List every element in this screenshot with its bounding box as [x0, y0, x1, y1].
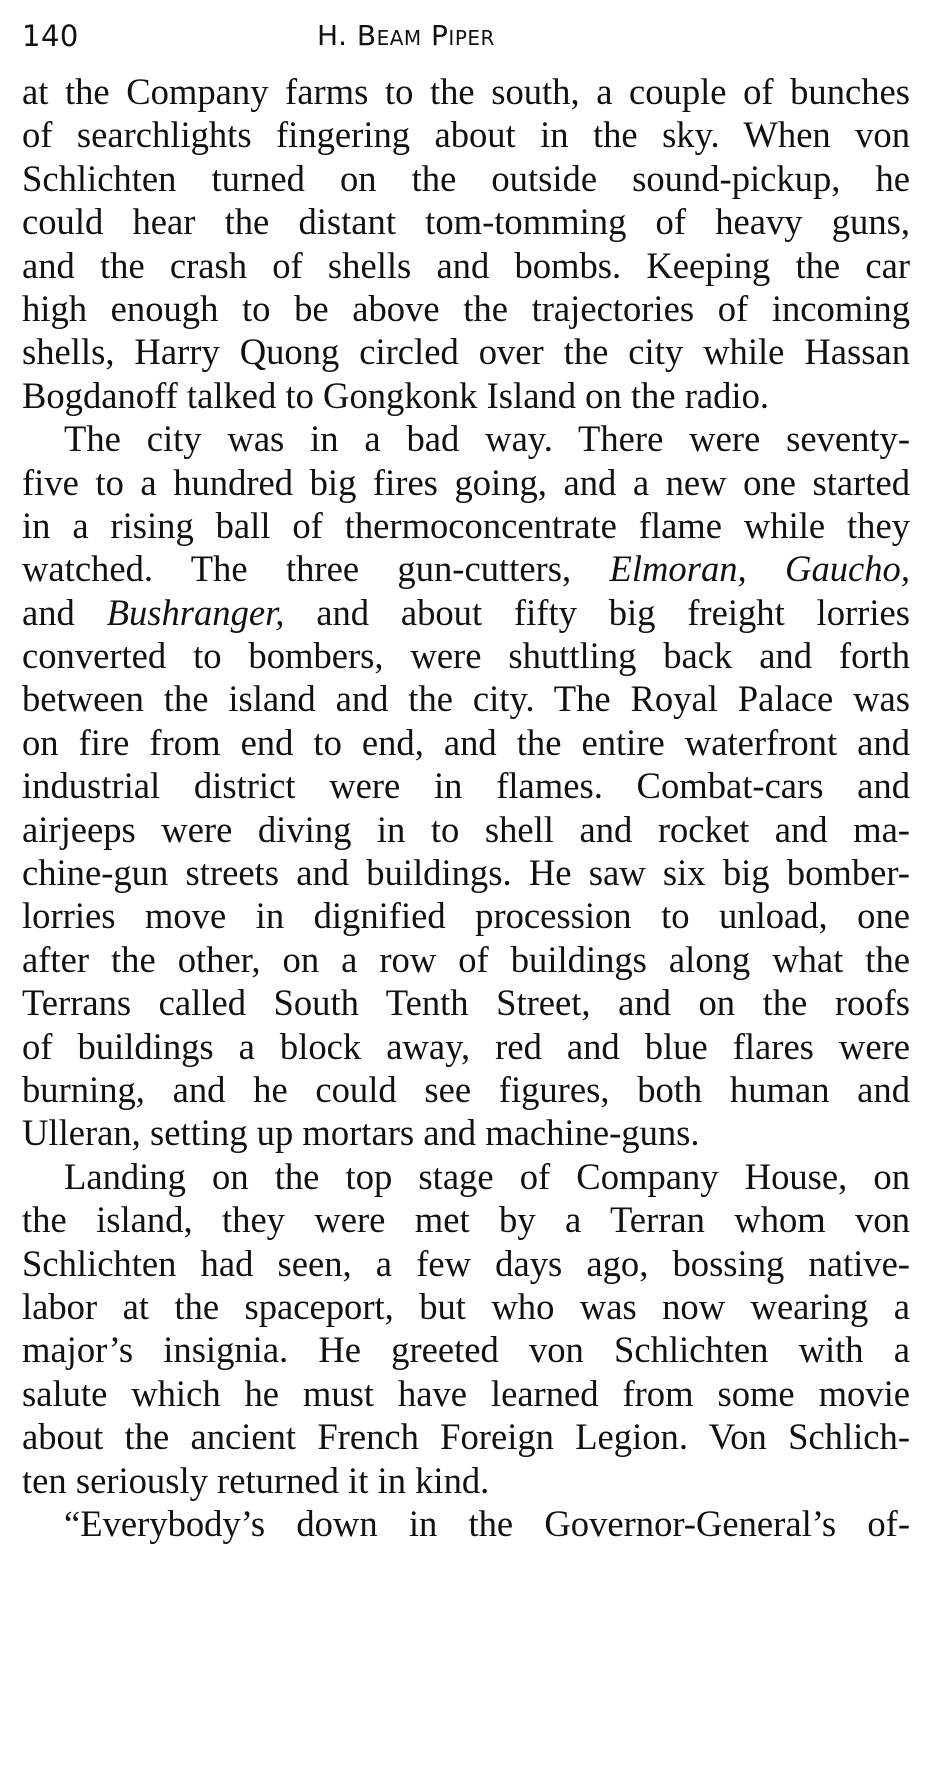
text-line: major’s insignia. He greeted von Schlichten with a: [22, 1329, 910, 1371]
text-segment: and: [22, 591, 75, 633]
paragraph: [22, 1502, 910, 1545]
text-line: Ulleran, setting up mortars and machine-guns.: [22, 1112, 700, 1154]
text-line: labor at the spaceport, but who was now wearing a: [22, 1285, 910, 1327]
page-number: 140: [22, 19, 79, 53]
text-line: between the island and the city. The Royal Palace was: [22, 678, 910, 720]
text-line: five to a hundred big fires going, and a new one started: [22, 461, 910, 503]
paragraph: [22, 1155, 910, 1502]
text-line: airjeeps were diving in to shell and rocket and ma-: [22, 808, 910, 850]
paragraph: [22, 417, 910, 1155]
text-line: could hear the distant tom-tomming of heavy guns,: [22, 201, 910, 243]
text-line: “Everybody’s down in the Governor-General’s of-: [64, 1502, 910, 1544]
running-head: [22, 18, 917, 58]
text-line: in a rising ball of thermoconcentrate flame while they: [22, 504, 910, 546]
running-title: H. Beam Piper: [317, 19, 495, 52]
text-line: about the ancient French Foreign Legion. Von Schlich-: [22, 1416, 910, 1458]
paragraph: [22, 70, 910, 417]
text-line: shells, Harry Quong circled over the city while Hassan: [22, 331, 910, 373]
italic-ship-name: Bushranger,: [106, 591, 285, 633]
text-line: chine-gun streets and buildings. He saw six big bomber-: [22, 852, 910, 894]
italic-ship-names: Elmoran, Gaucho,: [609, 548, 910, 590]
text-line: after the other, on a row of buildings along what the: [22, 938, 910, 980]
text-segment: and about fifty big freight lorries: [316, 591, 910, 633]
text-line: and the crash of shells and bombs. Keeping the car: [22, 244, 910, 286]
text-line: converted to bombers, were shuttling back and forth: [22, 635, 910, 677]
body-text: [22, 70, 910, 1545]
text-line: lorries move in dignified procession to unload, one: [22, 895, 910, 937]
text-line: on fire from end to end, and the entire waterfront and: [22, 721, 910, 763]
text-line: burning, and he could see figures, both human and: [22, 1068, 910, 1110]
text-line: at the Company farms to the south, a couple of bunches: [22, 71, 910, 112]
text-line: The city was in a bad way. There were seventy-: [64, 418, 910, 460]
text-line: of buildings a block away, red and blue flares were: [22, 1025, 910, 1067]
text-line: Landing on the top stage of Company House, on: [64, 1155, 910, 1197]
text-line: of searchlights fingering about in the sky. When von: [22, 114, 910, 156]
text-line: Terrans called South Tenth Street, and on the roofs: [22, 982, 910, 1024]
text-line: salute which he must have learned from some movie: [22, 1372, 910, 1414]
text-line: industrial district were in flames. Combat-cars and: [22, 765, 910, 807]
text-line: Schlichten turned on the outside sound-pickup, he: [22, 157, 910, 199]
text-line: Bogdanoff talked to Gongkonk Island on the radio.: [22, 374, 770, 416]
text-segment: watched. The three gun-cutters,: [22, 548, 572, 590]
text-line: high enough to be above the trajectories of incoming: [22, 287, 910, 329]
text-line-with-italics: [22, 591, 910, 634]
text-line: Schlichten had seen, a few days ago, bossing native-: [22, 1242, 910, 1284]
text-line: ten seriously returned it in kind.: [22, 1459, 490, 1501]
text-line: the island, they were met by a Terran whom von: [22, 1199, 910, 1241]
text-line-with-italics: [22, 547, 910, 590]
